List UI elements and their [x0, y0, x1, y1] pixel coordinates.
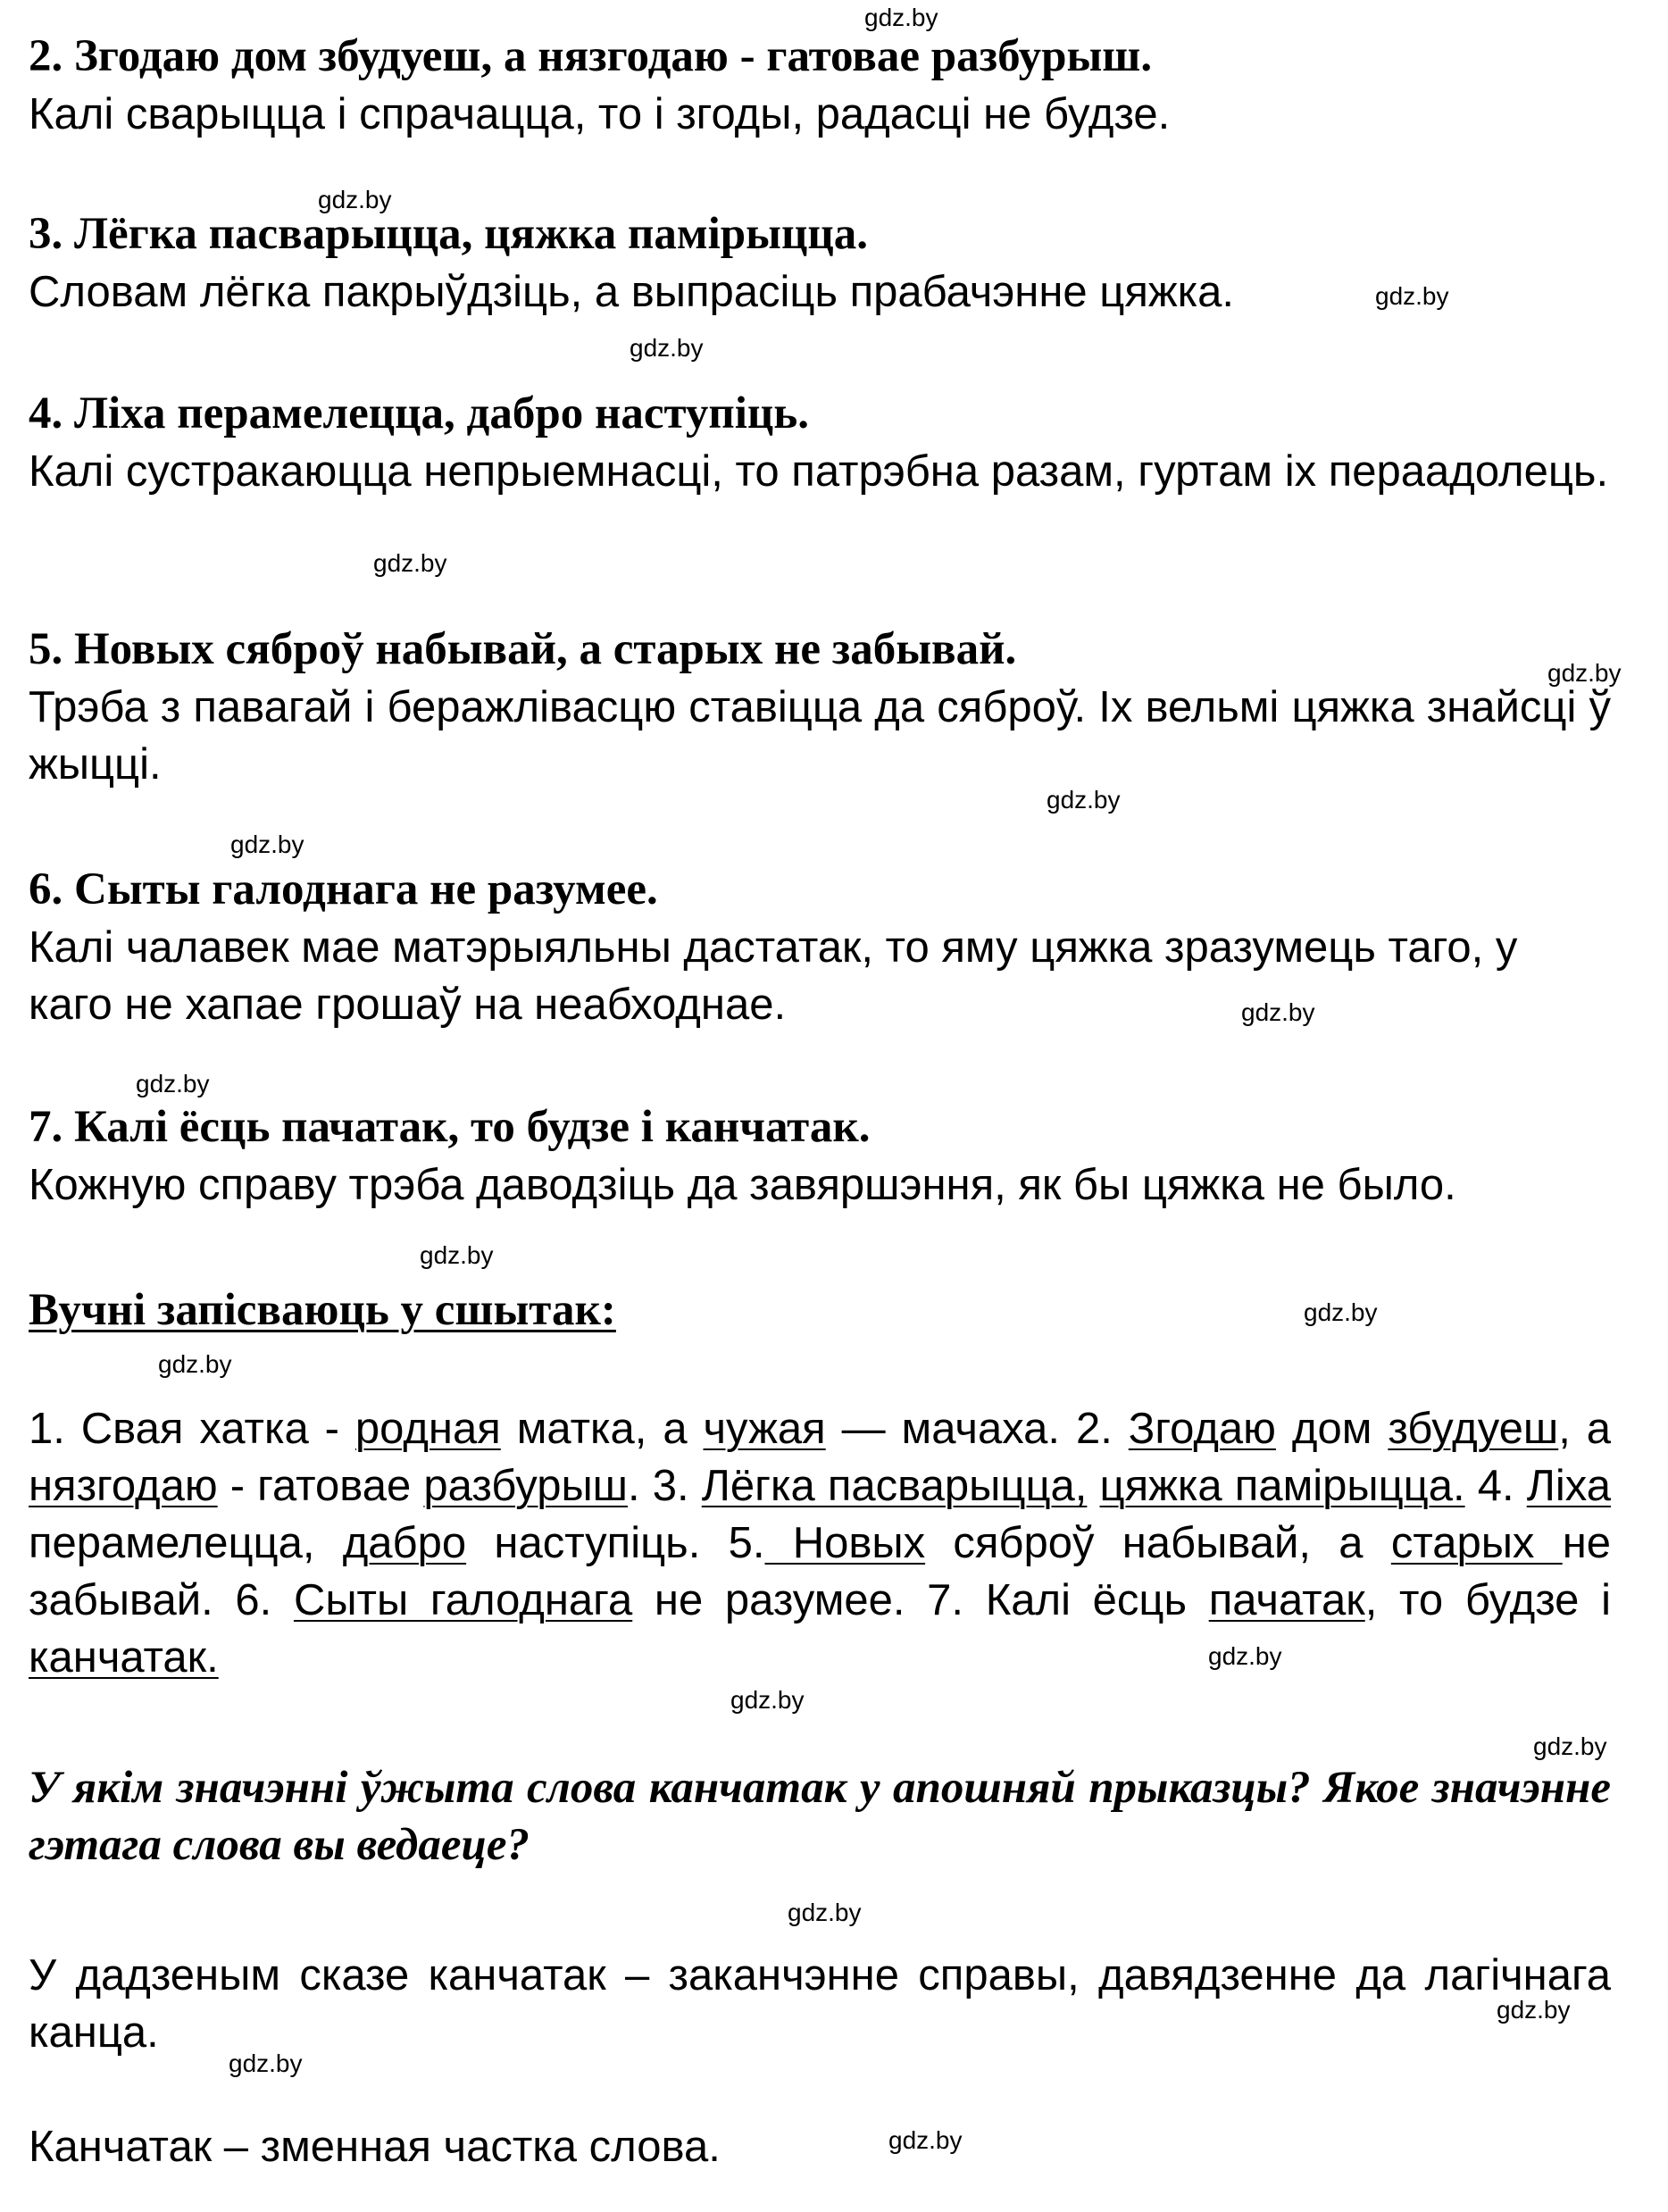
- watermark: gdz.by: [1497, 1996, 1571, 2024]
- notebook-text: 4.: [1464, 1462, 1527, 1510]
- underlined-word: пачатак: [1208, 1576, 1365, 1624]
- notebook-text: — мачаха. 2.: [825, 1405, 1129, 1453]
- proverb-item: [29, 1099, 1611, 1214]
- proverb-explanation: Калі сварыцца і спрачацца, то і згоды, радасці не будзе.: [29, 89, 1171, 138]
- notebook-text: , то будзе і: [1364, 1576, 1611, 1624]
- question-block: [29, 1759, 1611, 1874]
- watermark: gdz.by: [318, 186, 392, 213]
- watermark: gdz.by: [730, 1686, 805, 1714]
- notebook-text: - гатовае: [217, 1462, 424, 1510]
- underlined-word: Лёгка пасварыцца,: [701, 1462, 1088, 1510]
- underlined-word: цяжка памірыцца.: [1099, 1462, 1465, 1510]
- watermark: gdz.by: [1547, 659, 1622, 687]
- notebook-text: перамелецца,: [29, 1519, 343, 1567]
- notebook-text: матка, а: [500, 1405, 704, 1453]
- notebook-text: . 3.: [628, 1462, 702, 1510]
- notebook-text: 1. Свая хатка -: [29, 1405, 355, 1453]
- watermark: gdz.by: [1241, 998, 1315, 1026]
- proverb-explanation: Словам лёгка пакрыўдзіць, а выпрасіць прабачэнне цяжка.: [29, 267, 1235, 316]
- proverb-title: 2. Згодаю дом збудуеш, а нязгодаю - гатовае разбурыш.: [29, 31, 1153, 81]
- notebook-entry: [29, 1400, 1611, 1686]
- notebook-text: не забывай. 6.: [29, 1519, 1611, 1624]
- proverb-item: [29, 386, 1611, 500]
- notebook-text: не разумее. 7. Калі ёсць: [632, 1576, 1209, 1624]
- underlined-word: Згодаю: [1128, 1405, 1276, 1453]
- underlined-word: Сыты галоднага: [293, 1576, 633, 1624]
- proverb-title: 3. Лёгка пасварыцца, цяжка памірыцца.: [29, 209, 868, 259]
- proverb-item: [29, 622, 1611, 793]
- question-text: У якім значэнні ўжыта слова канчатак у апошняй прыказцы? Якое значэнне гэтага слова вы ведаеце?: [29, 1763, 1611, 1870]
- proverb-explanation: Кожную справу трэба даводзіць да завяршэння, як бы цяжка не было.: [29, 1160, 1456, 1209]
- answer-block: [29, 2118, 1611, 2175]
- watermark: gdz.by: [230, 831, 304, 858]
- notebook-text: , а: [1558, 1405, 1612, 1453]
- notebook-text: сяброў набывай, а: [925, 1519, 1391, 1567]
- watermark: gdz.by: [420, 1241, 494, 1269]
- watermark: gdz.by: [788, 1899, 862, 1926]
- answer-text: Канчатак – зменная частка слова.: [29, 2123, 721, 2171]
- watermark: gdz.by: [864, 4, 938, 31]
- watermark: gdz.by: [158, 1350, 232, 1378]
- watermark: gdz.by: [1533, 1732, 1607, 1760]
- underlined-word: нязгодаю: [29, 1462, 218, 1510]
- proverb-title: 7. Калі ёсць пачатак, то будзе і канчатак.: [29, 1102, 871, 1152]
- notebook-text: дом: [1275, 1405, 1389, 1453]
- notebook-text: [1087, 1462, 1099, 1510]
- underlined-word: дабро: [342, 1519, 467, 1567]
- watermark: gdz.by: [1304, 1298, 1378, 1326]
- proverb-explanation: Калі сустракаюцца непрыемнасці, то патрэбна разам, гуртам іх пераадолець.: [29, 447, 1609, 496]
- proverb-title: 5. Новых сяброў набывай, а старых не забывай.: [29, 624, 1017, 674]
- underlined-word: родная: [354, 1405, 501, 1453]
- proverb-explanation: Калі чалавек мае матэрыяльны дастатак, то яму цяжка зразумець таго, у каго не хапае грошаў на неабходнае.: [29, 922, 1518, 1029]
- proverb-title: 6. Сыты галоднага не разумее.: [29, 864, 658, 914]
- proverb-item: [29, 206, 1611, 321]
- proverb-explanation: Трэба з павагай і беражлівасцю ставіцца да сяброў. Іх вельмі цяжка знайсці ў жыцці.: [29, 682, 1611, 789]
- watermark: gdz.by: [373, 549, 447, 577]
- underlined-word: чужая: [703, 1405, 826, 1453]
- underlined-word: Новых: [764, 1519, 926, 1567]
- underlined-word: Ліха: [1526, 1462, 1611, 1510]
- underlined-word: разбурыш: [423, 1462, 628, 1510]
- watermark: gdz.by: [136, 1070, 210, 1098]
- watermark: gdz.by: [888, 2126, 963, 2154]
- watermark: gdz.by: [229, 2049, 303, 2077]
- answer-text: У дадзеным сказе канчатак – заканчэнне справы, давядзенне да лагічнага канца.: [29, 1951, 1611, 2057]
- underlined-word: збудуеш: [1388, 1405, 1559, 1453]
- underlined-word: старых: [1390, 1519, 1563, 1567]
- notebook-paragraph: [29, 1400, 1611, 1686]
- watermark: gdz.by: [1047, 786, 1121, 814]
- section-heading: Вучні запісваюць у сшытак:: [29, 1285, 616, 1335]
- answer-block: [29, 1947, 1611, 2061]
- watermark: gdz.by: [1208, 1642, 1282, 1670]
- underlined-word: канчатак.: [29, 1633, 219, 1682]
- watermark: gdz.by: [630, 334, 704, 362]
- proverb-title: 4. Ліха перамелецца, дабро наступіць.: [29, 388, 809, 438]
- proverb-item: [29, 862, 1611, 1033]
- watermark: gdz.by: [1375, 282, 1449, 310]
- notebook-section: [29, 1284, 1611, 1336]
- proverb-item: [29, 29, 1611, 143]
- notebook-text: наступіць. 5.: [466, 1519, 765, 1567]
